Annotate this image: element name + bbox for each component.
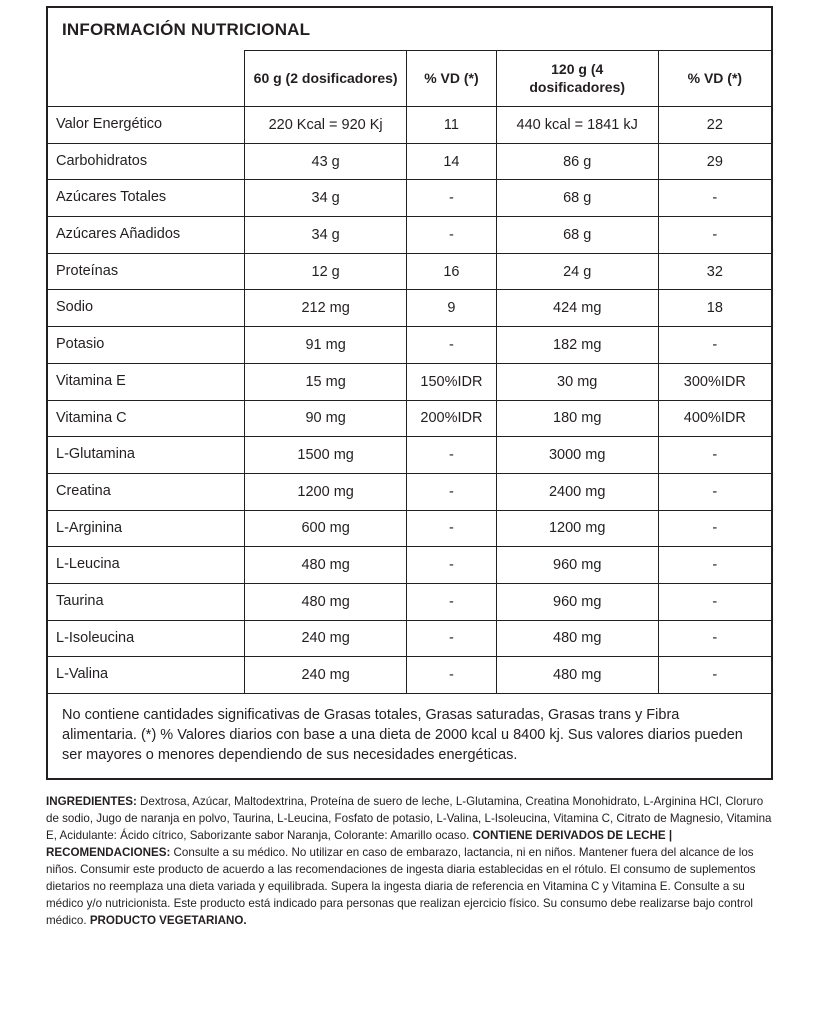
nutrient-value-120g: 1200 mg	[496, 510, 658, 547]
nutrient-vd-120g: -	[658, 327, 771, 364]
nutrient-name: L-Arginina	[48, 510, 245, 547]
nutrient-vd-60g: 16	[407, 253, 497, 290]
panel-title: INFORMACIÓN NUTRICIONAL	[62, 20, 311, 39]
nutrient-value-60g: 43 g	[245, 143, 407, 180]
column-header-nutrient	[48, 51, 245, 107]
column-header-vd-120g: % VD (*)	[658, 51, 771, 107]
nutrient-vd-120g: 29	[658, 143, 771, 180]
nutrient-name: Valor Energético	[48, 107, 245, 144]
nutrient-value-120g: 2400 mg	[496, 473, 658, 510]
nutrient-name: Proteínas	[48, 253, 245, 290]
nutrient-vd-120g: 32	[658, 253, 771, 290]
nutrient-value-60g: 240 mg	[245, 657, 407, 694]
nutrient-name: L-Leucina	[48, 547, 245, 584]
nutrient-vd-60g: -	[407, 657, 497, 694]
table-row	[48, 620, 771, 657]
table-row	[48, 253, 771, 290]
nutrient-value-120g: 3000 mg	[496, 437, 658, 474]
ingredients-block	[46, 793, 773, 929]
ingredients-label: INGREDIENTES:	[46, 795, 137, 808]
contains-milk-label: CONTIENE DERIVADOS DE LECHE |	[472, 829, 673, 843]
nutrient-value-120g: 480 mg	[496, 620, 658, 657]
nutrient-value-120g: 182 mg	[496, 327, 658, 364]
table-row	[48, 327, 771, 364]
panel-footnote: No contiene cantidades significativas de Grasas totales, Grasas saturadas, Grasas trans y Fibra alimentaria. (*) % Valores diarios con base a una dieta de 2000 kcal u 8400 kj. Sus valores diarios pueden ser mayores o menores dependiendo de sus necesidades energéticas.	[62, 707, 743, 763]
nutrient-value-120g: 68 g	[496, 217, 658, 254]
nutrient-value-60g: 12 g	[245, 253, 407, 290]
nutrient-value-60g: 15 mg	[245, 363, 407, 400]
nutrient-name: Potasio	[48, 327, 245, 364]
nutrient-value-60g: 480 mg	[245, 547, 407, 584]
nutrient-name: Taurina	[48, 583, 245, 620]
nutrient-value-120g: 480 mg	[496, 657, 658, 694]
ingredients-list: Dextrosa, Azúcar, Maltodextrina, Proteína de suero de leche, L-Glutamina, Creatina Monohidrato, L-Arginina HCl, Cloruro de sodio, Jugo de naranja en polvo, Taurina, L-Leucina, Fosfato de potasio, L-Valina, L-Isoleucina, Vitamina C, Citrato de Magnesio, Vitamina E, Acidulante: Ácido cítrico, Saborizante sabor Naranja, Colorante: Amarillo ocaso.	[46, 795, 772, 843]
table-row	[48, 547, 771, 584]
nutrient-value-120g: 424 mg	[496, 290, 658, 327]
nutrient-vd-120g: -	[658, 473, 771, 510]
nutrient-value-120g: 180 mg	[496, 400, 658, 437]
nutrient-vd-60g: 150%IDR	[407, 363, 497, 400]
table-row	[48, 290, 771, 327]
nutrient-name: L-Valina	[48, 657, 245, 694]
nutrient-name: Carbohidratos	[48, 143, 245, 180]
column-header-vd-60g: % VD (*)	[407, 51, 497, 107]
nutrient-vd-120g: -	[658, 437, 771, 474]
table-row	[48, 363, 771, 400]
nutrient-vd-60g: -	[407, 620, 497, 657]
nutrient-vd-120g: -	[658, 583, 771, 620]
nutrient-vd-60g: -	[407, 327, 497, 364]
table-body	[48, 107, 771, 694]
nutrient-name: Sodio	[48, 290, 245, 327]
nutrient-vd-60g: -	[407, 510, 497, 547]
nutrient-vd-60g: -	[407, 583, 497, 620]
nutrition-facts-panel	[46, 6, 773, 780]
table-row	[48, 180, 771, 217]
nutrient-value-60g: 1200 mg	[245, 473, 407, 510]
nutrient-vd-120g: -	[658, 620, 771, 657]
nutrient-vd-120g: -	[658, 510, 771, 547]
nutrient-value-120g: 440 kcal = 1841 kJ	[496, 107, 658, 144]
nutrient-value-60g: 212 mg	[245, 290, 407, 327]
nutrient-name: Creatina	[48, 473, 245, 510]
nutrient-vd-60g: 11	[407, 107, 497, 144]
table-row	[48, 510, 771, 547]
nutrient-value-120g: 24 g	[496, 253, 658, 290]
nutrient-name: L-Isoleucina	[48, 620, 245, 657]
nutrient-vd-120g: -	[658, 657, 771, 694]
column-header-serving-120g: 120 g (4 dosificadores)	[496, 51, 658, 107]
nutrient-value-120g: 68 g	[496, 180, 658, 217]
nutrient-vd-60g: -	[407, 217, 497, 254]
nutrient-vd-60g: 14	[407, 143, 497, 180]
nutrient-value-60g: 90 mg	[245, 400, 407, 437]
nutrient-value-60g: 1500 mg	[245, 437, 407, 474]
nutrient-vd-120g: 22	[658, 107, 771, 144]
table-row	[48, 400, 771, 437]
recommendations-text: Consulte a su médico. No utilizar en caso de embarazo, lactancia, ni en niños. Mantener fuera del alcance de los niños. Consumir este producto de acuerdo a las recomendaciones de ingesta diaria establecidas en el rótulo. El consumo de suplementos dietarios no reemplaza una dieta variada y equilibrada. Supera la ingesta diaria de referencia en Vitamina C y Vitamina E. Consulte a su médico y/o nutricionista. Este producto está indicado para personas que realizan ejercicio físico. Su consumo debe realizarse bajo control médico.	[46, 846, 756, 928]
table-row	[48, 437, 771, 474]
column-header-serving-60g: 60 g (2 dosificadores)	[245, 51, 407, 107]
nutrient-name: Vitamina E	[48, 363, 245, 400]
table-row	[48, 217, 771, 254]
nutrient-value-60g: 600 mg	[245, 510, 407, 547]
table-header	[48, 51, 771, 107]
nutrient-name: Azúcares Totales	[48, 180, 245, 217]
nutrient-vd-60g: -	[407, 473, 497, 510]
nutrient-vd-60g: -	[407, 180, 497, 217]
nutrient-value-120g: 86 g	[496, 143, 658, 180]
nutrient-vd-60g: -	[407, 547, 497, 584]
nutrient-vd-120g: 18	[658, 290, 771, 327]
recommendations-label: RECOMENDACIONES:	[46, 846, 171, 860]
nutrient-name: L-Glutamina	[48, 437, 245, 474]
nutrient-value-60g: 240 mg	[245, 620, 407, 657]
nutrition-table	[48, 50, 771, 694]
table-row	[48, 583, 771, 620]
table-row	[48, 473, 771, 510]
nutrient-name: Vitamina C	[48, 400, 245, 437]
nutrient-vd-120g: -	[658, 217, 771, 254]
nutrient-vd-120g: 300%IDR	[658, 363, 771, 400]
nutrient-value-120g: 960 mg	[496, 583, 658, 620]
nutrient-value-60g: 34 g	[245, 217, 407, 254]
nutrient-vd-60g: 9	[407, 290, 497, 327]
table-row	[48, 143, 771, 180]
nutrient-vd-120g: -	[658, 180, 771, 217]
nutrient-value-60g: 91 mg	[245, 327, 407, 364]
table-row	[48, 657, 771, 694]
nutrient-value-60g: 34 g	[245, 180, 407, 217]
vegetarian-label: PRODUCTO VEGETARIANO.	[89, 914, 247, 928]
nutrient-name: Azúcares Añadidos	[48, 217, 245, 254]
nutrient-value-60g: 220 Kcal = 920 Kj	[245, 107, 407, 144]
nutrient-vd-120g: 400%IDR	[658, 400, 771, 437]
nutrient-vd-60g: 200%IDR	[407, 400, 497, 437]
nutrient-vd-120g: -	[658, 547, 771, 584]
table-header-row	[48, 51, 771, 107]
nutrient-value-120g: 30 mg	[496, 363, 658, 400]
table-row	[48, 107, 771, 144]
nutrient-value-120g: 960 mg	[496, 547, 658, 584]
nutrient-value-60g: 480 mg	[245, 583, 407, 620]
nutrient-vd-60g: -	[407, 437, 497, 474]
